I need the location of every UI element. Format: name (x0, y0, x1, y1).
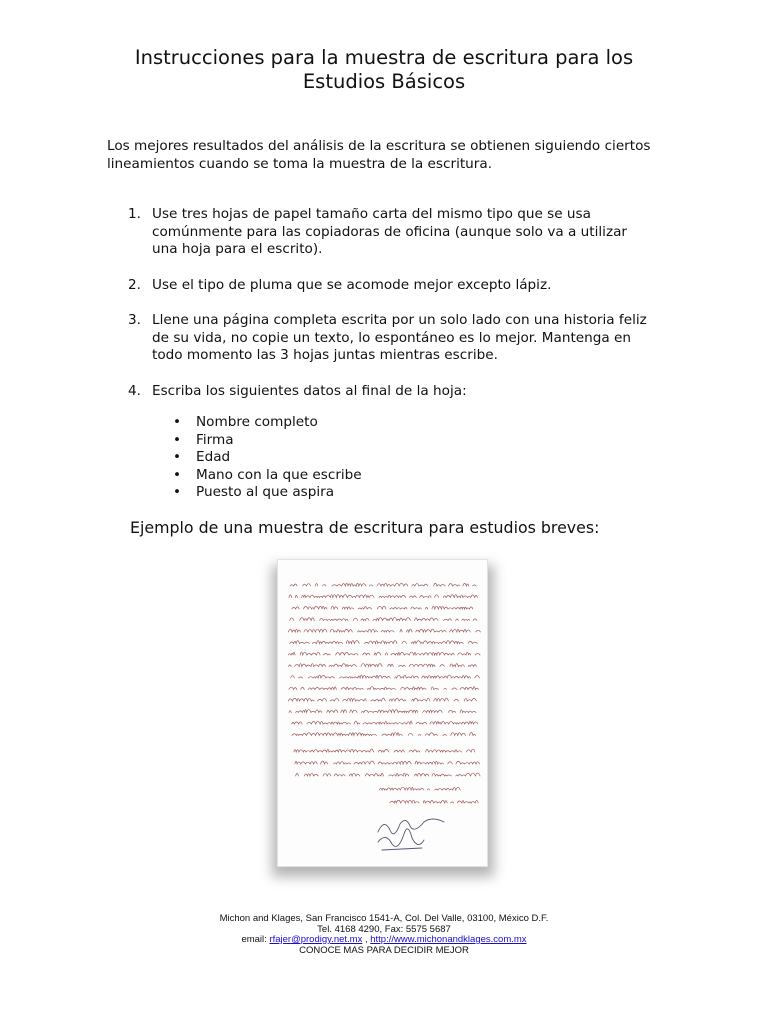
signature-mark (378, 819, 444, 850)
instruction-item-4 (107, 383, 677, 401)
instruction-list (107, 206, 677, 400)
instruction-line: Llene una página completa escrita por un solo lado con una historia feliz (152, 312, 647, 328)
handwriting-line (290, 583, 476, 586)
instruction-line: Escriba los siguientes datos al final de la hoja: (152, 382, 467, 399)
handwriting-line (289, 595, 483, 598)
footer-contact (0, 935, 768, 946)
page-title-line-1: Instrucciones para la muestra de escritura para los (134, 46, 634, 69)
intro-line-1: Los mejores resultados del análisis de la escritura se obtienen siguiendo ciertos (107, 138, 651, 154)
footer-separator: , (362, 934, 371, 945)
handwriting-line (290, 641, 478, 644)
handwriting-line (290, 618, 477, 621)
instruction-number: 2. (128, 276, 141, 293)
handwriting-line (289, 664, 477, 667)
instruction-item-2 (107, 277, 677, 295)
instruction-line: una hoja para el escrito). (152, 241, 323, 257)
field-item-age: • Edad (173, 449, 362, 467)
handwriting-line (292, 606, 478, 609)
footer (0, 914, 768, 956)
instruction-line: de su vida, no copie un texto, lo espontáneo es lo mejor. Mantenga en (152, 329, 632, 346)
example-heading: Ejemplo de una muestra de escritura para estudios breves: (130, 518, 600, 537)
handwriting-scribble (278, 560, 487, 866)
handwriting-line (292, 721, 478, 724)
handwriting-line (288, 698, 476, 701)
footer-phone: Tel. 4168 4290, Fax: 5575 5687 (317, 923, 451, 935)
field-item-position: • Puesto al que aspira (173, 484, 362, 502)
handwriting-line (288, 652, 483, 655)
handwriting-line (289, 710, 481, 713)
handwriting-line (295, 761, 480, 764)
handwriting-line (379, 787, 460, 790)
required-fields-list (173, 414, 362, 502)
handwriting-line (288, 629, 480, 632)
instruction-line: Use tres hojas de papel tamaño carta del mismo tipo que se usa (152, 206, 591, 222)
instruction-item-1 (107, 206, 677, 259)
footer-website-link[interactable]: http://www.michonandklages.com.mx (370, 934, 527, 945)
handwriting-line (292, 733, 481, 736)
handwriting-line (390, 800, 478, 803)
intro-paragraph (107, 137, 677, 173)
intro-line-2: lineamientos cuando se toma la muestra de la escritura. (107, 156, 493, 172)
handwriting-line (296, 773, 481, 776)
footer-address: Michon and Klages, San Francisco 1541-A, Col. Del Valle, 03100, México D.F. (219, 913, 549, 924)
handwriting-sample-image (277, 559, 488, 867)
footer-tagline: CONOCE MAS PARA DECIDIR MEJOR (299, 944, 469, 956)
field-item-full-name: • Nombre completo (173, 414, 362, 432)
footer-email-link[interactable]: rfajer@prodigy.net.mx (269, 934, 363, 945)
instruction-number: 4. (128, 382, 141, 399)
instruction-line: comúnmente para las copiadoras de oficina (aunque solo va a utilizar (152, 223, 627, 240)
instruction-item-3 (107, 312, 677, 365)
page-title (60, 46, 708, 94)
instruction-line: todo momento las 3 hojas juntas mientras escribe. (152, 347, 498, 363)
handwriting-line (291, 675, 480, 678)
handwriting-line (294, 749, 479, 752)
instruction-number: 3. (128, 312, 141, 328)
instruction-line: Use el tipo de pluma que se acomode mejor excepto lápiz. (152, 276, 552, 293)
handwriting-line (289, 687, 479, 690)
page-title-line-2: Estudios Básicos (302, 70, 466, 93)
footer-email-label: email: (241, 934, 267, 945)
instruction-number: 1. (128, 206, 141, 222)
field-item-writing-hand: • Mano con la que escribe (173, 467, 362, 485)
field-item-signature: • Firma (173, 432, 362, 450)
